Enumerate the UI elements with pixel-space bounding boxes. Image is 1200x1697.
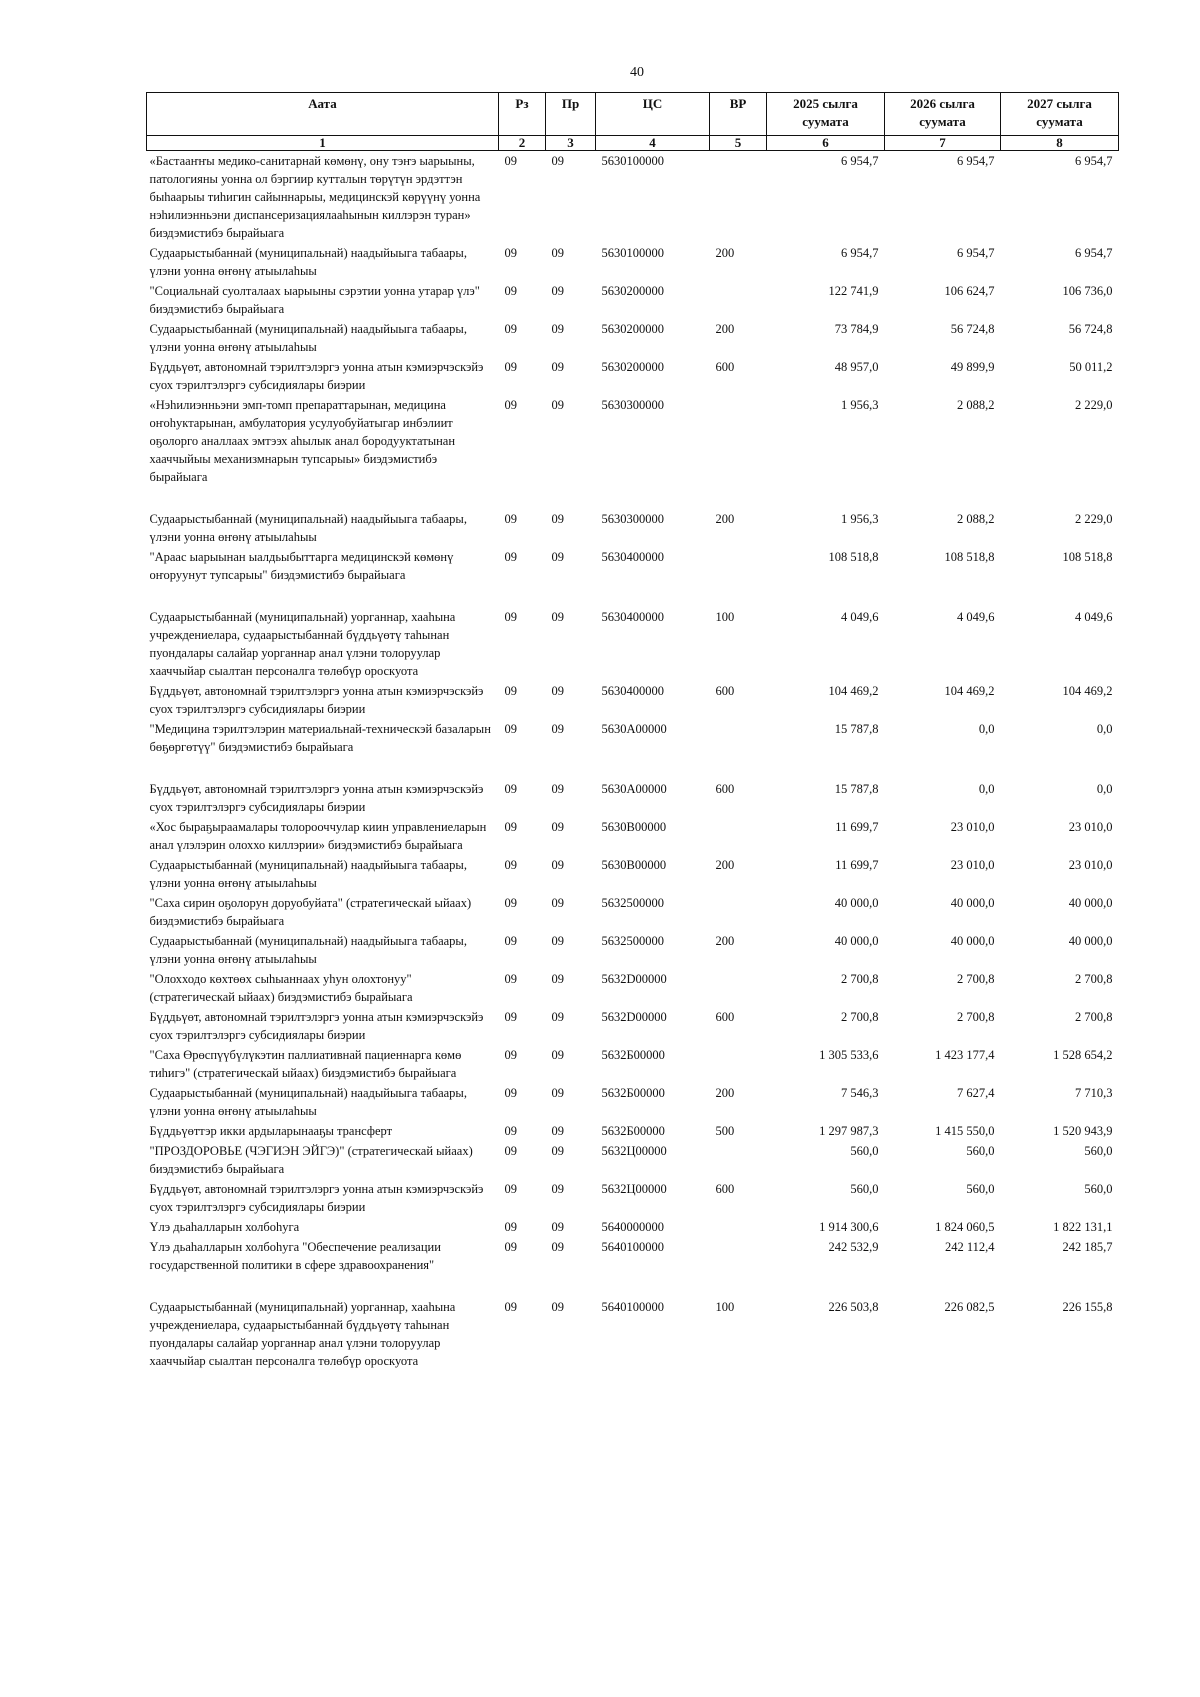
row-vr: 200 [715, 512, 735, 526]
row-cs: 5632D00000 [601, 972, 667, 986]
table-row [147, 281, 1119, 319]
table-row [147, 1141, 1119, 1179]
table-row [147, 1045, 1119, 1083]
row-amount-2026: 40 000,0 [950, 934, 995, 948]
row-amount-2025: 122 741,9 [828, 284, 879, 298]
row-amount-2025: 2 700,8 [841, 972, 879, 986]
row-pr: 09 [551, 610, 564, 624]
row-cs: 5630100000 [601, 154, 664, 168]
row-name: Бүддьүөт, автономнай тэрилтэлэргэ уонна атын кэмиэрчэскэйэ суох тэрилтэлэргэ субсидиялары биэрии [149, 684, 484, 716]
row-amount-2026: 6 954,7 [957, 246, 995, 260]
table-row [147, 719, 1119, 757]
row-pr: 09 [551, 1240, 564, 1254]
row-amount-2025: 7 546,3 [841, 1086, 879, 1100]
row-amount-2025: 4 049,6 [841, 610, 879, 624]
row-cs: 5630А00000 [601, 722, 667, 736]
row-vr: 100 [715, 1300, 735, 1314]
row-name: Бүддьүөт, автономнай тэрилтэлэргэ уонна атын кэмиэрчэскэйэ суох тэрилтэлэргэ субсидиялары биэрии [149, 782, 484, 814]
row-pr: 09 [551, 398, 564, 412]
row-amount-2027: 23 010,0 [1068, 858, 1113, 872]
row-vr [710, 281, 767, 319]
header-vr: ВР [710, 93, 767, 136]
row-amount-2025: 11 699,7 [835, 858, 879, 872]
row-cs: 5630200000 [601, 284, 664, 298]
row-pr: 09 [551, 684, 564, 698]
row-rz: 09 [504, 1124, 517, 1138]
row-amount-2026: 2 700,8 [957, 972, 995, 986]
row-rz: 09 [504, 1086, 517, 1100]
row-vr [710, 1237, 767, 1275]
spacer-cell [147, 585, 1119, 607]
row-vr: 100 [715, 610, 735, 624]
column-number: 1 [147, 136, 499, 151]
row-pr: 09 [551, 1010, 564, 1024]
budget-table [146, 92, 1119, 1371]
table-row [147, 1121, 1119, 1141]
row-cs: 5632D00000 [601, 1010, 667, 1024]
row-amount-2026: 106 624,7 [944, 284, 995, 298]
row-vr [710, 969, 767, 1007]
row-vr: 600 [715, 1010, 735, 1024]
row-rz: 09 [504, 858, 517, 872]
table-row [147, 681, 1119, 719]
row-amount-2027: 0,0 [1096, 722, 1113, 736]
row-vr: 200 [715, 246, 735, 260]
row-amount-2027: 40 000,0 [1068, 934, 1113, 948]
table-row [147, 1217, 1119, 1237]
row-cs: 5630В00000 [601, 858, 667, 872]
row-cs: 5632Б00000 [601, 1124, 665, 1138]
row-amount-2027: 6 954,7 [1075, 246, 1113, 260]
row-amount-2026: 2 088,2 [957, 398, 995, 412]
row-amount-2027: 226 155,8 [1062, 1300, 1113, 1314]
table-row [147, 855, 1119, 893]
row-amount-2026: 40 000,0 [950, 896, 995, 910]
row-amount-2025: 104 469,2 [828, 684, 879, 698]
row-amount-2026: 6 954,7 [957, 154, 995, 168]
row-name: "Араас ыарыынан ыалдьыбыттарга медицинскэй көмөнү оҥоруунут тупсарыы" биэдэмистибэ бырайыага [149, 550, 454, 582]
row-cs: 5630400000 [601, 610, 664, 624]
row-amount-2026: 0,0 [978, 722, 995, 736]
column-number: 8 [1001, 136, 1119, 151]
row-amount-2025: 1 297 987,3 [819, 1124, 879, 1138]
row-name: Судаарыстыбаннай (муниципальнай) уорганнар, хааһына учреждениелара, судаарыстыбаннай бүддьүөтү таһынан пуондалары салайар уорганнар анал үлэни толоруулар хааччыйар сыалтан персоналга төлөбүр ороскуота [149, 1300, 456, 1368]
row-amount-2027: 1 528 654,2 [1053, 1048, 1113, 1062]
row-cs: 5640100000 [601, 1300, 664, 1314]
row-amount-2027: 2 700,8 [1075, 1010, 1113, 1024]
page-number: 40 [630, 65, 644, 80]
row-rz: 09 [504, 1144, 517, 1158]
row-cs: 5630300000 [601, 398, 664, 412]
row-amount-2025: 560,0 [850, 1144, 879, 1158]
row-amount-2026: 0,0 [978, 782, 995, 796]
row-pr: 09 [551, 858, 564, 872]
column-number: 5 [710, 136, 767, 151]
row-vr [710, 547, 767, 585]
header-2025: 2025 сылга суумата [767, 93, 885, 136]
row-vr [710, 1045, 767, 1083]
row-pr: 09 [551, 934, 564, 948]
row-vr: 200 [715, 858, 735, 872]
row-rz: 09 [504, 684, 517, 698]
header-rz: Рз [499, 93, 546, 136]
row-pr: 09 [551, 722, 564, 736]
row-name: "ПРОЗДОРОВЬЕ (ЧЭГИЭН ЭЙГЭ)" (стратегическай ыйаах) биэдэмистибэ бырайыага [149, 1144, 473, 1176]
column-number: 6 [767, 136, 885, 151]
row-cs: 5630100000 [601, 246, 664, 260]
row-amount-2027: 104 469,2 [1062, 684, 1113, 698]
row-name: Үлэ дьаһалларын холбоһуга "Обеспечение реализации государственной политики в сфере здравоохранения" [149, 1240, 441, 1272]
row-rz: 09 [504, 1220, 517, 1234]
table-row [147, 931, 1119, 969]
row-amount-2027: 4 049,6 [1075, 610, 1113, 624]
row-spacer [147, 487, 1119, 509]
header-name: Аата [147, 93, 499, 136]
row-amount-2025: 108 518,8 [828, 550, 879, 564]
row-rz: 09 [504, 322, 517, 336]
row-pr: 09 [551, 820, 564, 834]
row-amount-2025: 2 700,8 [841, 1010, 879, 1024]
row-amount-2026: 7 627,4 [957, 1086, 995, 1100]
row-rz: 09 [504, 550, 517, 564]
row-cs: 5632Б00000 [601, 1048, 665, 1062]
table-row [147, 817, 1119, 855]
column-number: 4 [596, 136, 710, 151]
row-amount-2025: 15 787,8 [834, 722, 879, 736]
row-amount-2027: 242 185,7 [1062, 1240, 1113, 1254]
row-amount-2026: 560,0 [966, 1144, 995, 1158]
row-cs: 5630200000 [601, 322, 664, 336]
row-name: Судаарыстыбаннай (муниципальнай) наадыйыыга табаары, үлэни уонна өҥөнү атыылаһыы [149, 934, 467, 966]
row-cs: 5640000000 [601, 1220, 664, 1234]
row-pr: 09 [551, 360, 564, 374]
table-column-numbers-row [147, 136, 1119, 151]
row-amount-2026: 104 469,2 [944, 684, 995, 698]
row-vr [710, 151, 767, 244]
table-row [147, 607, 1119, 681]
row-amount-2027: 2 229,0 [1075, 512, 1113, 526]
row-amount-2025: 40 000,0 [834, 934, 879, 948]
row-pr: 09 [551, 1086, 564, 1100]
row-vr: 600 [715, 684, 735, 698]
row-name: Судаарыстыбаннай (муниципальнай) наадыйыыга табаары, үлэни уонна өҥөнү атыылаһыы [149, 512, 467, 544]
row-vr: 200 [715, 322, 735, 336]
table-row [147, 547, 1119, 585]
row-amount-2025: 1 914 300,6 [819, 1220, 879, 1234]
row-name: «Хос быраҕыраамалары толорооччулар киин управлениеларын анал үлэлэрин олоххо киллэрии» биэдэмистибэ бырайыага [149, 820, 487, 852]
row-rz: 09 [504, 934, 517, 948]
header-cs: ЦС [596, 93, 710, 136]
row-vr: 600 [715, 782, 735, 796]
column-number: 3 [546, 136, 596, 151]
row-cs: 5632500000 [601, 896, 664, 910]
row-rz: 09 [504, 896, 517, 910]
row-vr: 200 [715, 934, 735, 948]
row-amount-2026: 1 415 550,0 [935, 1124, 995, 1138]
row-cs: 5630300000 [601, 512, 664, 526]
row-name: «Бастааҥҥы медико-санитарнай көмөнү, ону тэҥэ ыарыыны, патологияны уонна ол бэргиир кутталын төрүтүн эрдэттэн быһаарыы тиһигин сайыннарыы, медицинскэй көрүүнү уонна нэһилиэнньэни диспансеризациялааһынын киллэрэн туран» биэдэмистибэ бырайыага [149, 154, 481, 240]
row-name: "Олохходо көхтөөх сыһыаннаах уһун олохтонуу" (стратегическай ыйаах) биэдэмистибэ бырайыага [149, 972, 413, 1004]
table-row [147, 1237, 1119, 1275]
row-amount-2027: 56 724,8 [1068, 322, 1113, 336]
row-amount-2025: 1 956,3 [841, 398, 879, 412]
row-pr: 09 [551, 1048, 564, 1062]
row-amount-2026: 23 010,0 [950, 820, 995, 834]
row-rz: 09 [504, 360, 517, 374]
row-rz: 09 [504, 246, 517, 260]
row-amount-2027: 106 736,0 [1062, 284, 1113, 298]
row-rz: 09 [504, 722, 517, 736]
row-amount-2026: 226 082,5 [944, 1300, 995, 1314]
table-row [147, 509, 1119, 547]
table-row [147, 1007, 1119, 1045]
row-amount-2027: 560,0 [1084, 1144, 1113, 1158]
spacer-cell [147, 1275, 1119, 1297]
row-pr: 09 [551, 512, 564, 526]
row-name: Бүддьүөт, автономнай тэрилтэлэргэ уонна атын кэмиэрчэскэйэ суох тэрилтэлэргэ субсидиялары биэрии [149, 1010, 484, 1042]
table-row [147, 893, 1119, 931]
row-amount-2026: 49 899,9 [950, 360, 995, 374]
row-name: Бүддьүөт, автономнай тэрилтэлэргэ уонна атын кэмиэрчэскэйэ суох тэрилтэлэргэ субсидиялары биэрии [149, 1182, 484, 1214]
row-pr: 09 [551, 1182, 564, 1196]
row-amount-2027: 40 000,0 [1068, 896, 1113, 910]
row-rz: 09 [504, 782, 517, 796]
table-row [147, 1083, 1119, 1121]
row-amount-2026: 108 518,8 [944, 550, 995, 564]
row-name: Бүддьүөт, автономнай тэрилтэлэргэ уонна атын кэмиэрчэскэйэ суох тэрилтэлэргэ субсидиялары биэрии [149, 360, 484, 392]
row-pr: 09 [551, 1124, 564, 1138]
table-row [147, 1297, 1119, 1371]
row-spacer [147, 757, 1119, 779]
row-pr: 09 [551, 322, 564, 336]
row-rz: 09 [504, 1300, 517, 1314]
row-vr [710, 719, 767, 757]
row-pr: 09 [551, 1300, 564, 1314]
table-row [147, 969, 1119, 1007]
row-cs: 5632Ц00000 [601, 1144, 667, 1158]
table-row [147, 243, 1119, 281]
row-amount-2025: 15 787,8 [834, 782, 879, 796]
row-amount-2025: 1 956,3 [841, 512, 879, 526]
row-vr [710, 817, 767, 855]
row-amount-2026: 242 112,4 [944, 1240, 995, 1254]
row-rz: 09 [504, 820, 517, 834]
row-name: "Саха сирин оҕолорун доруобуйата" (стратегическай ыйаах) биэдэмистибэ бырайыага [149, 896, 472, 928]
row-amount-2025: 48 957,0 [834, 360, 879, 374]
row-amount-2027: 560,0 [1084, 1182, 1113, 1196]
row-name: Судаарыстыбаннай (муниципальнай) наадыйыыга табаары, үлэни уонна өҥөнү атыылаһыы [149, 1086, 467, 1118]
table-row [147, 1179, 1119, 1217]
header-pr: Пр [546, 93, 596, 136]
row-cs: 5632Ц00000 [601, 1182, 667, 1196]
row-amount-2025: 1 305 533,6 [819, 1048, 879, 1062]
row-rz: 09 [504, 1010, 517, 1024]
row-amount-2025: 560,0 [850, 1182, 879, 1196]
row-name: Үлэ дьаһалларын холбоһуга [149, 1220, 300, 1234]
row-name: "Саха Өрөспүүбүлүкэтин паллиативнай пациеннарга көмө тиһигэ" (стратегическай ыйаах) биэдэмистибэ бырайыага [149, 1048, 462, 1080]
row-amount-2026: 1 423 177,4 [935, 1048, 995, 1062]
row-amount-2027: 1 520 943,9 [1053, 1124, 1113, 1138]
row-name: Бүддьүөттэр икки ардыларынааҕы трансферт [149, 1124, 393, 1138]
row-pr: 09 [551, 284, 564, 298]
row-amount-2026: 56 724,8 [950, 322, 995, 336]
row-vr: 200 [715, 1086, 735, 1100]
row-rz: 09 [504, 284, 517, 298]
spacer-cell [147, 487, 1119, 509]
row-pr: 09 [551, 154, 564, 168]
row-amount-2027: 108 518,8 [1062, 550, 1113, 564]
row-rz: 09 [504, 398, 517, 412]
row-name: «Нэһилиэнньэни эмп-томп препараттарынан, медицина оҥоһуктарынан, амбулатория усулуобуйатыгар инбэлиит оҕолорго аналлаах эмтээх аһылык анал бородууктатынан хааччыйыы механизмнарын тупсарыы» биэдэмистибэ бырайыага [149, 398, 456, 484]
row-amount-2026: 23 010,0 [950, 858, 995, 872]
row-name: "Медицина тэрилтэлэрин материальнай-техническэй базаларын бөҕөргөтүү" биэдэмистибэ бырайыага [149, 722, 491, 754]
row-rz: 09 [504, 154, 517, 168]
row-name: Судаарыстыбаннай (муниципальнай) наадыйыыга табаары, үлэни уонна өҥөнү атыылаһыы [149, 322, 467, 354]
row-cs: 5640100000 [601, 1240, 664, 1254]
row-pr: 09 [551, 550, 564, 564]
row-vr [710, 1217, 767, 1237]
row-amount-2027: 2 229,0 [1075, 398, 1113, 412]
row-name: "Социальнай суолталаах ыарыыны сэрэтии уонна утарар үлэ" биэдэмистибэ бырайыага [149, 284, 480, 316]
header-2026: 2026 сылга суумата [885, 93, 1001, 136]
row-rz: 09 [504, 1048, 517, 1062]
spacer-cell [147, 757, 1119, 779]
row-pr: 09 [551, 896, 564, 910]
table-row [147, 319, 1119, 357]
row-rz: 09 [504, 512, 517, 526]
row-amount-2025: 6 954,7 [841, 246, 879, 260]
row-pr: 09 [551, 782, 564, 796]
row-rz: 09 [504, 1182, 517, 1196]
row-pr: 09 [551, 246, 564, 260]
table-header-row [147, 93, 1119, 136]
row-amount-2027: 50 011,2 [1069, 360, 1113, 374]
row-cs: 5632Б00000 [601, 1086, 665, 1100]
row-vr: 600 [715, 360, 735, 374]
row-pr: 09 [551, 972, 564, 986]
column-number: 7 [885, 136, 1001, 151]
table-body [147, 151, 1119, 1372]
row-cs: 5630В00000 [601, 820, 667, 834]
header-2027: 2027 сылга суумата [1001, 93, 1119, 136]
row-amount-2027: 6 954,7 [1075, 154, 1113, 168]
row-vr [710, 893, 767, 931]
row-amount-2027: 1 822 131,1 [1053, 1220, 1113, 1234]
row-amount-2025: 11 699,7 [835, 820, 879, 834]
row-vr [710, 1141, 767, 1179]
row-cs: 5630400000 [601, 684, 664, 698]
table-row [147, 395, 1119, 487]
table-row [147, 357, 1119, 395]
row-amount-2025: 242 532,9 [828, 1240, 879, 1254]
row-cs: 5632500000 [601, 934, 664, 948]
row-vr: 500 [715, 1124, 735, 1138]
row-amount-2025: 73 784,9 [834, 322, 879, 336]
row-amount-2025: 6 954,7 [841, 154, 879, 168]
row-name: Судаарыстыбаннай (муниципальнай) уорганнар, хааһына учреждениелара, судаарыстыбаннай бүддьүөтү таһынан пуондалары салайар уорганнар анал үлэни толоруулар хааччыйар сыалтан персоналга төлөбүр ороскуота [149, 610, 456, 678]
row-rz: 09 [504, 1240, 517, 1254]
row-amount-2026: 2 088,2 [957, 512, 995, 526]
row-name: Судаарыстыбаннай (муниципальнай) наадыйыыга табаары, үлэни уонна өҥөнү атыылаһыы [149, 246, 467, 278]
row-spacer [147, 585, 1119, 607]
row-amount-2026: 560,0 [966, 1182, 995, 1196]
row-cs: 5630200000 [601, 360, 664, 374]
row-amount-2027: 7 710,3 [1075, 1086, 1113, 1100]
row-amount-2027: 2 700,8 [1075, 972, 1113, 986]
row-vr [710, 395, 767, 487]
row-amount-2026: 2 700,8 [957, 1010, 995, 1024]
column-number: 2 [499, 136, 546, 151]
row-name: Судаарыстыбаннай (муниципальнай) наадыйыыга табаары, үлэни уонна өҥөнү атыылаһыы [149, 858, 467, 890]
row-pr: 09 [551, 1220, 564, 1234]
row-spacer [147, 1275, 1119, 1297]
row-cs: 5630А00000 [601, 782, 667, 796]
row-amount-2026: 4 049,6 [957, 610, 995, 624]
row-amount-2025: 226 503,8 [828, 1300, 879, 1314]
table-row [147, 779, 1119, 817]
row-rz: 09 [504, 972, 517, 986]
row-rz: 09 [504, 610, 517, 624]
table-row [147, 151, 1119, 244]
row-vr: 600 [715, 1182, 735, 1196]
row-cs: 5630400000 [601, 550, 664, 564]
row-amount-2026: 1 824 060,5 [935, 1220, 995, 1234]
row-amount-2025: 40 000,0 [834, 896, 879, 910]
row-pr: 09 [551, 1144, 564, 1158]
row-amount-2027: 23 010,0 [1068, 820, 1113, 834]
row-amount-2027: 0,0 [1096, 782, 1113, 796]
